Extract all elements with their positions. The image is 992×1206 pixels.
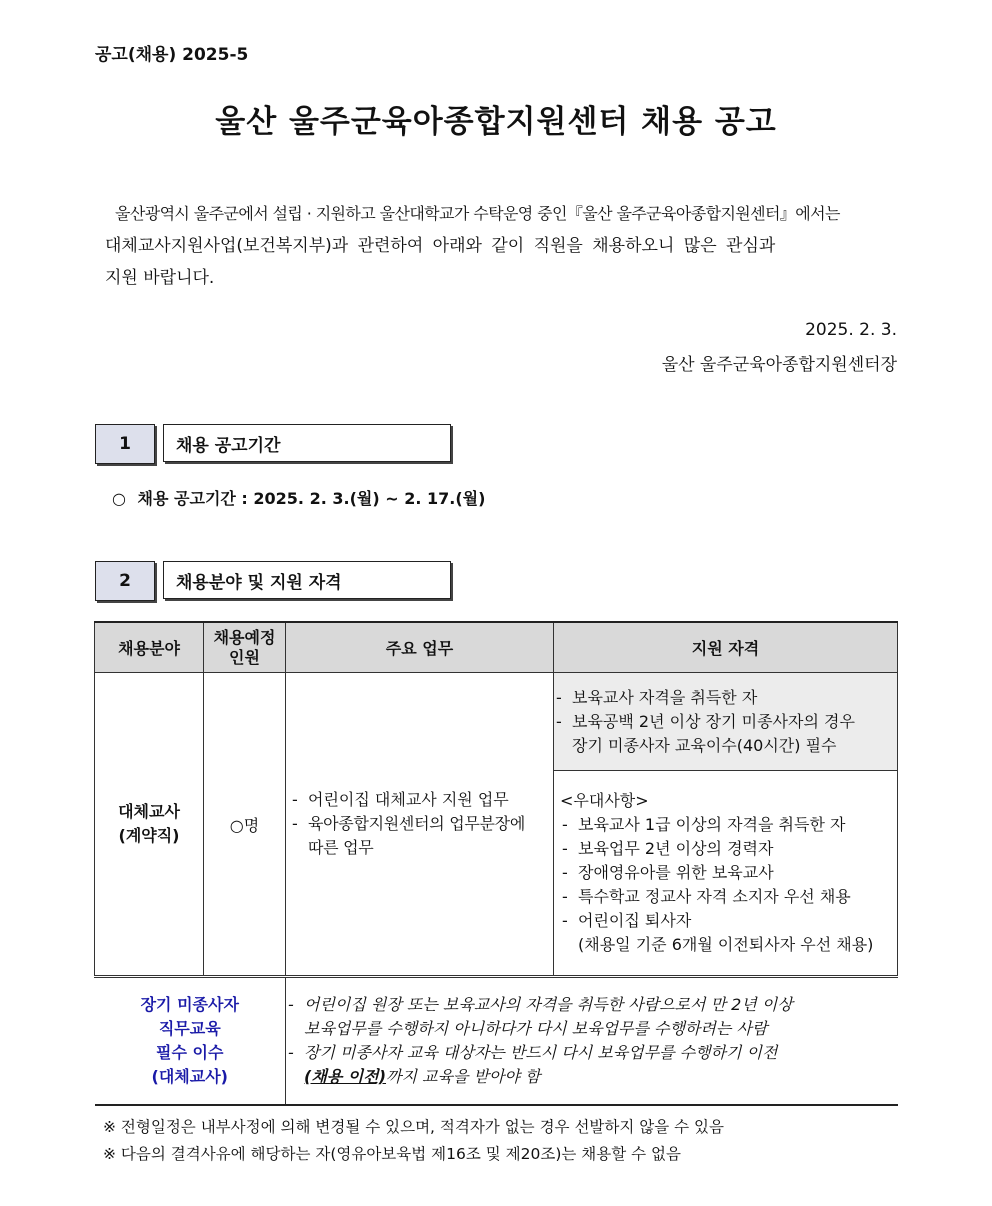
header-headcount-line1: 채용예정 — [213, 627, 276, 647]
header-qualifications: 지원 자격 — [554, 622, 898, 673]
list-item: - 어린이집 원장 또는 보육교사의 자격을 취득한 사람으로서 만 2년 이상 보육업무를 수행하지 아니하다가 다시 보육업무를 수행하려는 사람 — [286, 993, 898, 1041]
preferences-cell — [554, 771, 898, 977]
list-item: - 특수학교 정교사 자격 소지자 우선 채용 — [560, 885, 891, 909]
intro-line-2: 대체교사지원사업(보건복지부)과 관련하여 아래와 같이 직원을 채용하오니 많은 관심과 — [105, 236, 776, 256]
issuer: 울산 울주군육아종합지원센터장 — [661, 355, 897, 375]
section2-number: 2 — [95, 561, 155, 601]
qualifications-cell — [554, 673, 898, 771]
field-cell — [95, 673, 204, 977]
header-headcount-line2: 인원 — [229, 647, 260, 667]
list-item: - 보육업무 2년 이상의 경력자 — [560, 837, 891, 861]
intro-line-3: 지원 바랍니다. — [105, 268, 215, 288]
header-headcount — [204, 622, 286, 673]
recruitment-period — [112, 486, 485, 509]
list-item: - 육아종합지원센터의 업무분장에 따른 업무 — [290, 812, 549, 860]
table-header-row — [95, 622, 898, 673]
field-name: 대체교사 — [118, 802, 180, 821]
preferences-list — [560, 813, 891, 957]
section2-title: 채용분야 및 지원 자격 — [163, 561, 451, 599]
list-item: - 어린이집 퇴사자 (채용일 기준 6개월 이전퇴사자 우선 채용) — [560, 909, 891, 957]
section1-title: 채용 공고기간 — [163, 424, 451, 462]
recruitment-table — [94, 621, 898, 1106]
list-item: - 보육공백 2년 이상 장기 미종사자의 경우 장기 미종사자 교육이수(40시간) 필수 — [554, 710, 897, 758]
qualifications-list — [554, 686, 897, 758]
bullet-circle: ○ — [112, 489, 126, 508]
header-duties: 주요 업무 — [286, 622, 554, 673]
header-field: 채용분야 — [95, 622, 204, 673]
list-item: - 보육교사 자격을 취득한 자 — [554, 686, 897, 710]
education-label-line: 직무교육 — [158, 1019, 221, 1038]
education-label-cell — [95, 977, 286, 1106]
education-label-line: 필수 이수 — [156, 1043, 224, 1062]
intro-paragraph — [105, 198, 897, 294]
education-list — [286, 993, 898, 1089]
period-text: 채용 공고기간 : 2025. 2. 3.(월) ~ 2. 17.(월) — [137, 489, 486, 508]
notice-number: 공고(채용) 2025-5 — [95, 45, 249, 65]
table-row — [95, 673, 898, 771]
page-title: 울산 울주군육아종합지원센터 채용 공고 — [215, 104, 777, 140]
preferences-title: <우대사항> — [560, 791, 649, 810]
education-text-cell — [286, 977, 898, 1106]
field-type: (계약직) — [118, 826, 180, 845]
notice-date: 2025. 2. 3. — [805, 320, 897, 340]
list-item: - 장기 미종사자 교육 대상자는 반드시 다시 보육업무를 수행하기 이전 (채용 이전)까지 교육을 받아야 함 — [286, 1041, 898, 1089]
intro-line-1: 울산광역시 울주군에서 설립 · 지원하고 울산대학교가 수탁운영 중인『울산 울주군육아종합지원센터』에서는 — [115, 204, 840, 223]
note-line: ※ 다음의 결격사유에 해당하는 자(영유아보육법 제16조 및 제20조)는 채용할 수 없음 — [103, 1145, 681, 1163]
table-row — [95, 977, 898, 1106]
education-label-line: (대체교사) — [151, 1067, 228, 1086]
duties-cell — [286, 673, 554, 977]
emphasis-text: (채용 이전) — [304, 1067, 387, 1086]
list-item: - 어린이집 대체교사 지원 업무 — [290, 788, 549, 812]
education-label-line: 장기 미종사자 — [140, 995, 239, 1014]
note-line: ※ 전형일정은 내부사정에 의해 변경될 수 있으며, 적격자가 없는 경우 선발하지 않을 수 있음 — [103, 1118, 724, 1136]
headcount-cell: ○명 — [204, 673, 286, 977]
section1-number: 1 — [95, 424, 155, 464]
duties-list — [290, 788, 549, 860]
list-item: - 장애영유아를 위한 보육교사 — [560, 861, 891, 885]
list-item: - 보육교사 1급 이상의 자격을 취득한 자 — [560, 813, 891, 837]
